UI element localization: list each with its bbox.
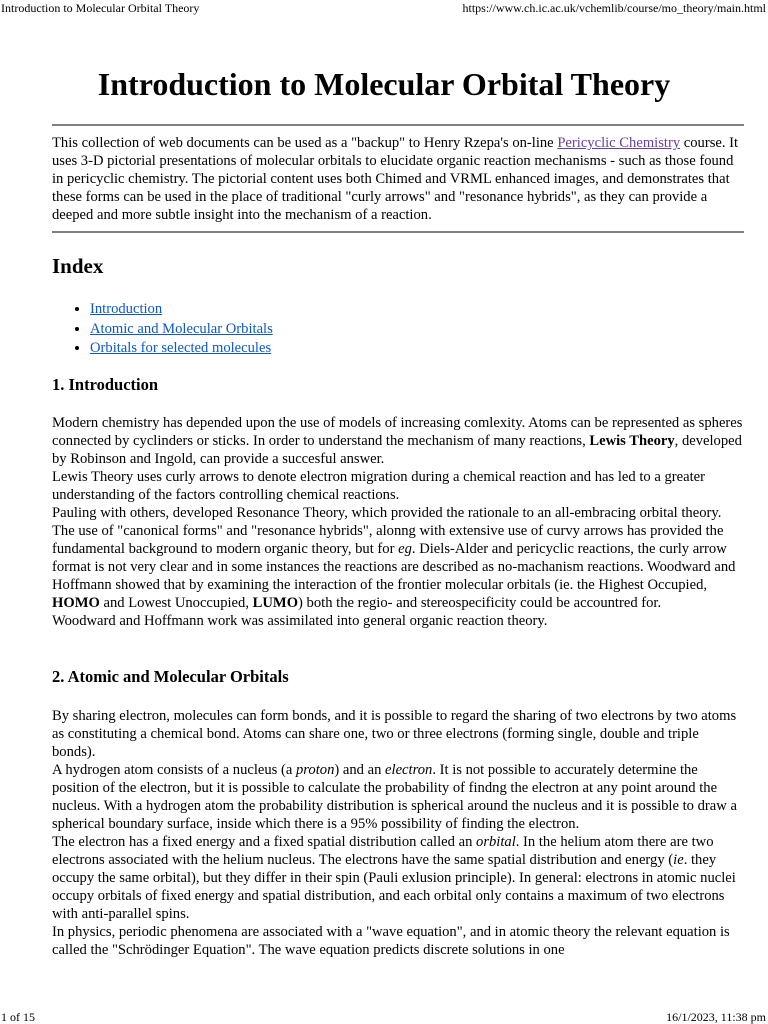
print-footer-page: 1 of 15	[1, 1010, 35, 1024]
index-heading: Index	[52, 254, 104, 278]
section-heading-atomic-orbitals: 2. Atomic and Molecular Orbitals	[52, 667, 289, 686]
paragraph: In physics, periodic phenomena are associated with a "wave equation", and in atomic theory the relevant equation is called the "Schrödinger Equation". The wave equation predicts discrete solutions in one	[52, 924, 730, 958]
toc-link-orbitals-selected-molecules[interactable]: Orbitals for selected molecules	[90, 340, 272, 356]
index-item	[90, 300, 273, 320]
paragraph: By sharing electron, molecules can form bonds, and it is possible to regard the sharing of two electrons by two atoms as constituting a chemical bond. Atoms can share one, two or three electrons (forming single, double and triple bonds).	[52, 708, 737, 760]
paragraph: Lewis Theory uses curly arrows to denote electron migration during a chemical reaction and has led to a greater understanding of the factors controlling chemical reactions.	[52, 469, 705, 503]
toc-link-atomic-molecular-orbitals[interactable]: Atomic and Molecular Orbitals	[90, 320, 273, 337]
index-item	[90, 320, 273, 340]
index-list	[52, 300, 273, 359]
print-footer-datetime: 16/1/2023, 11:38 pm	[666, 1010, 766, 1024]
section-heading-introduction: 1. Introduction	[52, 375, 159, 394]
paragraph: A hydrogen atom consists of a nucleus (a proton) and an electron. It is not possible to accurately determine the position of the electron, but it is possible to calculate the probability of findng the electron at any point around the nucleus. With a hydrogen atom the probability distribution is spherical around the nucleus and it is possible to draw a spherical boundary surface, inside which there is a 95% possibility of finding the electron.	[52, 762, 737, 832]
intro-divider	[52, 231, 744, 233]
print-header-title: Introduction to Molecular Orbital Theory	[1, 1, 200, 15]
top-divider	[52, 124, 744, 126]
paragraph: Woodward and Hoffmann work was assimilated into general organic reaction theory.	[52, 613, 548, 629]
intro-paragraph: This collection of web documents can be used as a "backup" to Henry Rzepa's on-line Pericyclic Chemistry course. It uses 3-D pictorial presentations of molecular orbitals to elucidate organic reaction mechanisms - such as those found in pericyclic chemistry. The pictorial content uses both Chimed and VRML enhanced images, and demonstrates that these forms can be used in the place of traditional "curly arrows" and "resonance hybrids", as they can provide a deeped and more subtle insight into the mechanism of a reaction.	[52, 135, 739, 223]
paragraph: Modern chemistry has depended upon the use of models of increasing comlexity. Atoms can be represented as spheres connected by cyclinders or sticks. In order to understand the mechanism of many reactions, Lewis Theory, developed by Robinson and Ingold, can provide a succesful answer.	[52, 415, 743, 467]
toc-link-introduction[interactable]: Introduction	[90, 301, 163, 317]
paragraph: Pauling with others, developed Resonance Theory, which provided the rationale to an all-embracing orbital theory. The use of "canonical forms" and "resonance hybrids", alonng with extensive use of curvy arrows has provided the fundamental background to modern organic theory, but for eg. Diels-Alder and pericyclic reactions, the curly arrow format is not very clear and in some instances the reactions are described as no-machanism reactions. Woodward and Hoffmann showed that by examining the interaction of the frontier molecular orbitals (ie. the Highest Occupied, HOMO and Lowest Unoccupied, LUMO) both the regio- and stereospecificity could be accountred for.	[52, 505, 736, 611]
page-title: Introduction to Molecular Orbital Theory	[97, 66, 671, 102]
print-header-url: https://www.ch.ic.ac.uk/vchemlib/course/mo_theory/main.html	[462, 1, 766, 15]
paragraph: The electron has a fixed energy and a fixed spatial distribution called an orbital. In the helium atom there are two electrons associated with the helium nucleus. The electrons have the same spatial distribution and energy (ie. they occupy the same orbital), but they differ in their spin (Pauli exlusion principle). In general: electrons in atomic nuclei occupy orbitals of fixed energy and spatial distribution, and each orbital only contains a maximum of two electrons with anti-parallel spins.	[52, 834, 736, 922]
pericyclic-chemistry-link[interactable]: Pericyclic Chemistry	[557, 135, 681, 151]
index-item	[90, 339, 273, 359]
section-atomic-orbitals-text	[52, 707, 744, 959]
section-introduction-text	[52, 414, 744, 630]
